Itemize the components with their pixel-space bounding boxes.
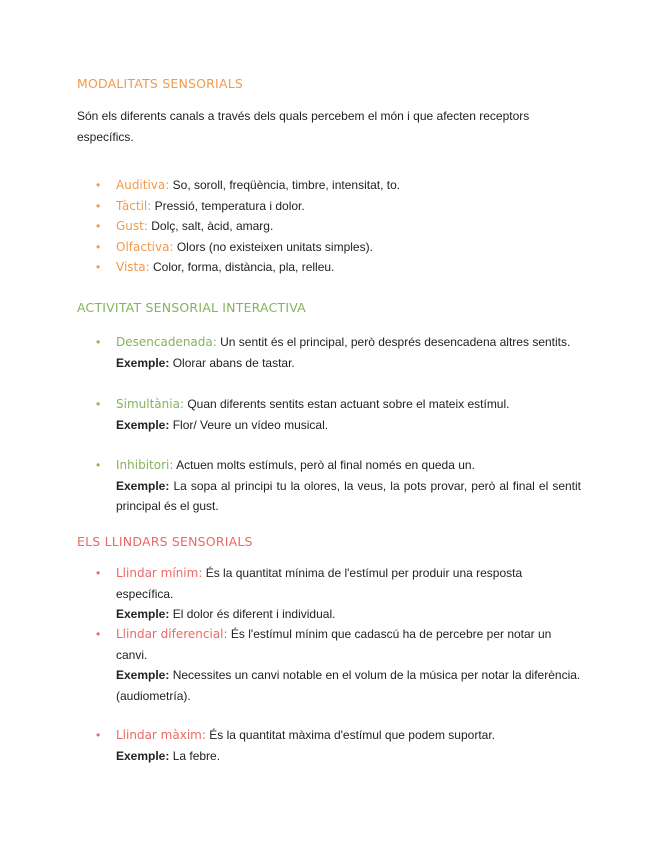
item-text: Pressió, temperatura i dolor. xyxy=(151,198,305,213)
item-term: Olfactiva: xyxy=(116,239,174,254)
bullet-icon: • xyxy=(96,566,101,580)
item-term: Llindar mínim: xyxy=(116,566,203,580)
bullet-icon: • xyxy=(96,198,101,213)
example-label: Exemple: xyxy=(116,607,170,621)
item-term: Llindar màxim: xyxy=(116,728,206,742)
example-text: Olorar abans de tastar. xyxy=(169,355,295,370)
item-text: So, soroll, freqüència, timbre, intensitat, to. xyxy=(169,178,401,192)
section-heading-activitat: ACTIVITAT SENSORIAL INTERACTIVA xyxy=(77,300,306,315)
example-label: Exemple: xyxy=(116,417,170,432)
item-text: És la quantitat màxima d'estímul que podem suportar. xyxy=(205,728,495,742)
list-item-simultania xyxy=(96,394,581,435)
bullet-icon: • xyxy=(96,178,101,192)
example-text: Necessites un canvi notable en el volum de la música per notar la diferència. (audiometría). xyxy=(116,668,581,703)
bullet-icon: • xyxy=(96,458,101,472)
example-label: Exemple: xyxy=(116,355,170,370)
item-term: Auditiva: xyxy=(116,178,170,192)
item-term: Llindar diferencial: xyxy=(116,627,228,641)
bullet-icon: • xyxy=(96,397,101,411)
example-label: Exemple: xyxy=(116,478,170,493)
section-heading-modalitats: MODALITATS SENSORIALS xyxy=(77,76,243,91)
item-text: És la quantitat mínima de l'estímul per produir una resposta específica. xyxy=(116,566,523,601)
list-item-tactil xyxy=(96,196,581,217)
list-item-olfactiva xyxy=(96,237,581,258)
bullet-icon: • xyxy=(96,627,101,641)
bullet-icon: • xyxy=(96,260,101,274)
example-text: La sopa al principi tu la olores, la veus, la pots provar, però al final el sentit principal és el gust. xyxy=(116,478,581,513)
list-item-llindar-minim xyxy=(96,563,581,625)
item-term: Inhibitori: xyxy=(116,458,174,472)
bullet-icon: • xyxy=(96,219,101,233)
list-item-auditiva xyxy=(96,175,581,196)
bullet-icon: • xyxy=(96,239,101,254)
item-term: Desencadenada: xyxy=(116,335,217,349)
bullet-icon: • xyxy=(96,335,101,349)
example-label: Exemple: xyxy=(116,748,170,763)
list-item-vista xyxy=(96,257,581,278)
item-text: Actuen molts estímuls, però al final només en queda un. xyxy=(173,458,475,472)
list-item-llindar-diferencial xyxy=(96,624,581,706)
bullet-icon: • xyxy=(96,728,101,742)
item-text: Dolç, salt, àcid, amarg. xyxy=(147,219,274,233)
section-heading-llindars: ELS LLINDARS SENSORIALS xyxy=(77,534,253,549)
item-text: És l'estímul mínim que cadascú ha de percebre per notar un canvi. xyxy=(116,627,552,662)
item-text: Color, forma, distància, pla, relleu. xyxy=(149,260,335,274)
item-term: Gust: xyxy=(116,219,148,233)
item-text: Un sentit és el principal, però després desencadena altres sentits. xyxy=(216,335,571,349)
example-text: Flor/ Veure un vídeo musical. xyxy=(169,417,329,432)
section-intro: Són els diferents canals a través dels quals percebem el món i que afecten receptors específics. xyxy=(77,109,530,144)
example-text: El dolor és diferent i individual. xyxy=(169,607,336,621)
item-text: Quan diferents sentits estan actuant sobre el mateix estímul. xyxy=(183,397,510,411)
list-item-inhibitori xyxy=(96,455,581,517)
item-text: Olors (no existeixen unitats simples). xyxy=(173,239,373,254)
example-text: La febre. xyxy=(169,748,221,763)
item-term: Vista: xyxy=(116,260,150,274)
item-term: Simultània: xyxy=(116,397,184,411)
list-item-gust xyxy=(96,216,581,237)
list-item-llindar-maxim xyxy=(96,725,581,766)
item-term: Tàctil: xyxy=(116,198,152,213)
example-label: Exemple: xyxy=(116,668,170,682)
list-item-desencadenada xyxy=(96,332,581,373)
